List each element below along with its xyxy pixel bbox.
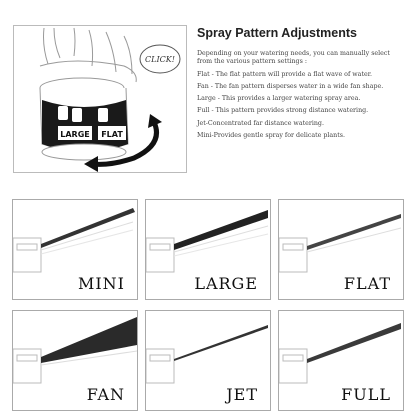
pattern-cell-large xyxy=(145,199,271,300)
large-description: Large - This provides a larger watering spray area. xyxy=(197,95,361,103)
pattern-cell-jet xyxy=(145,310,271,411)
full-description: Full - This pattern provides strong distance watering. xyxy=(197,107,369,115)
pattern-cell-flat xyxy=(278,199,404,300)
dial-label-flat: FLAT xyxy=(101,130,123,139)
pattern-cell-full xyxy=(278,310,404,411)
mini-description: Mini-Provides gentle spray for delicate plants. xyxy=(197,132,346,140)
pattern-cell-fan xyxy=(12,310,138,411)
jet-description: Jet-Concentrated far distance watering. xyxy=(197,119,324,127)
pattern-label-mini: MINI xyxy=(77,274,125,293)
page-title: Spray Pattern Adjustments xyxy=(197,26,357,40)
pattern-label-jet: JET xyxy=(226,385,258,404)
click-bubble-text: CLICK! xyxy=(145,55,175,64)
illustration-labels xyxy=(14,26,188,174)
pattern-cell-mini xyxy=(12,199,138,300)
dial-illustration xyxy=(13,25,187,173)
flat-description: Flat - The flat pattern will provide a flat wave of water. xyxy=(197,70,373,78)
pattern-label-fan: FAN xyxy=(86,385,125,404)
pattern-grid xyxy=(12,199,404,411)
pattern-label-full: FULL xyxy=(341,385,391,404)
dial-label-large: LARGE xyxy=(60,130,90,139)
pattern-label-flat: FLAT xyxy=(343,274,391,293)
pattern-description-panel xyxy=(197,26,402,144)
pattern-label-large: LARGE xyxy=(194,274,258,293)
fan-description: Fan - The fan pattern disperses water in a wide fan shape. xyxy=(197,82,384,90)
intro-paragraph: Depending on your watering needs, you can manually select from the various pattern settings : xyxy=(197,50,390,66)
